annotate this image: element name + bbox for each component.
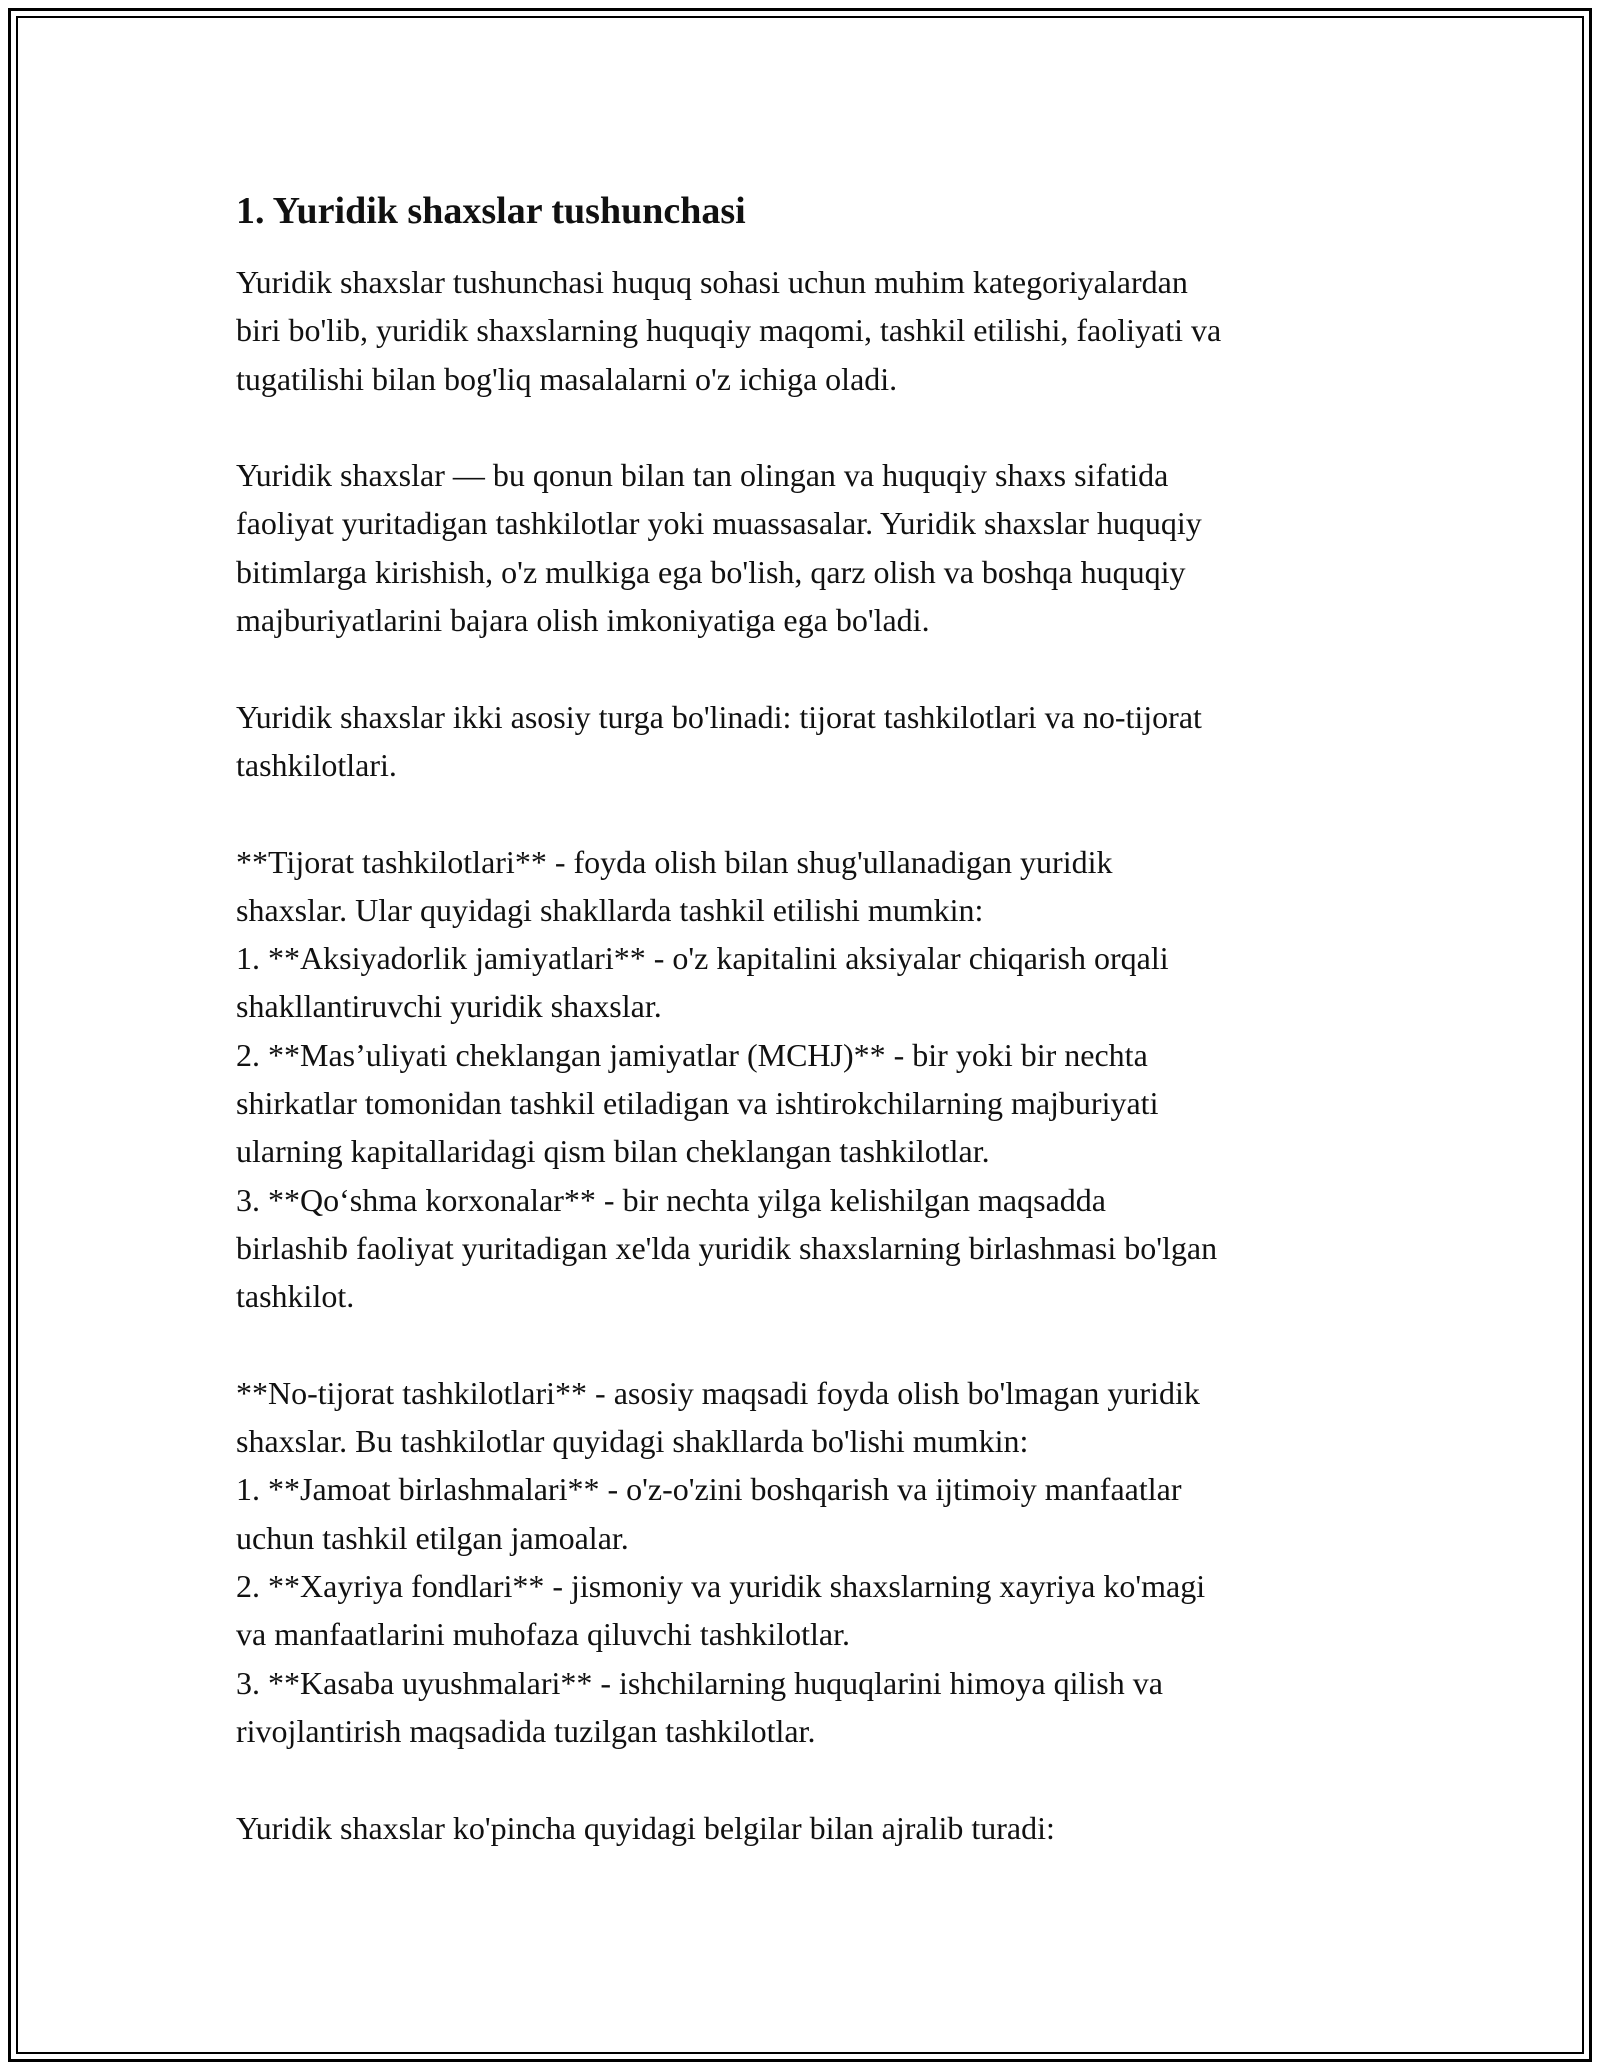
text-line: Yuridik shaxslar ikki asosiy turga bo'linadi: tijorat tashkilotlari va no-tijorat xyxy=(236,698,1202,735)
text-line: bitimlarga kirishish, o'z mulkiga ega bo'lish, qarz olish va boshqa huquqiy xyxy=(236,553,1186,590)
text-line: shirkatlar tomonidan tashkil etiladigan va ishtirokchilarning majburiyati xyxy=(236,1085,1159,1122)
paragraph-definition xyxy=(236,451,1376,644)
paragraph-characteristics xyxy=(236,1804,1376,1852)
list-item: 1. **Jamoat birlashmalari** - o'z-o'zini boshqarish va ijtimoiy manfaatlar xyxy=(236,1471,1182,1508)
text-line: tashkilotlari. xyxy=(236,746,397,783)
text-line: ularning kapitallaridagi qism bilan cheklangan tashkilotlar. xyxy=(236,1133,990,1170)
text-line: faoliyat yuritadigan tashkilotlar yoki muassasalar. Yuridik shaxslar huquqiy xyxy=(236,505,1202,542)
text-line: tugatilishi bilan bog'liq masalalarni o'z ichiga oladi. xyxy=(236,360,898,397)
text-line: birlashib faoliyat yuritadigan xe'lda yuridik shaxslarning birlashmasi bo'lgan xyxy=(236,1229,1218,1266)
text-line: Yuridik shaxslar ko'pincha quyidagi belgilar bilan ajralib turadi: xyxy=(236,1809,1055,1846)
text-line: **Tijorat tashkilotlari** - foyda olish bilan shug'ullanadigan yuridik xyxy=(236,843,1113,880)
paragraph-non-commercial-organizations xyxy=(236,1369,1376,1755)
text-line: Yuridik shaxslar — bu qonun bilan tan olingan va huquqiy shaxs sifatida xyxy=(236,457,1169,494)
list-item: 2. **Mas’uliyati cheklangan jamiyatlar (MCHJ)** - bir yoki bir nechta xyxy=(236,1036,1148,1073)
text-line: uchun tashkil etilgan jamoalar. xyxy=(236,1519,629,1556)
text-line: majburiyatlarini bajara olish imkoniyatiga ega bo'ladi. xyxy=(236,602,930,639)
text-line: Yuridik shaxslar tushunchasi huquq sohasi uchun muhim kategoriyalardan xyxy=(236,264,1188,300)
text-line: shaxslar. Bu tashkilotlar quyidagi shakllarda bo'lishi mumkin: xyxy=(236,1423,1029,1460)
list-item: 3. **Kasaba uyushmalari** - ishchilarning huquqlarini himoya qilish va xyxy=(236,1664,1163,1701)
list-item: 1. **Aksiyadorlik jamiyatlari** - o'z kapitalini aksiyalar chiqarish orqali xyxy=(236,940,1169,977)
paragraph-commercial-organizations xyxy=(236,838,1376,1321)
paragraph-definition-intro xyxy=(236,258,1376,403)
text-line: rivojlantirish maqsadida tuzilgan tashkilotlar. xyxy=(236,1712,816,1749)
document-body xyxy=(236,186,1376,1852)
text-line: tashkilot. xyxy=(236,1278,355,1315)
text-line: biri bo'lib, yuridik shaxslarning huquqiy maqomi, tashkil etilishi, faoliyati va xyxy=(236,312,1222,349)
paragraph-types xyxy=(236,693,1376,790)
text-line: shaxslar. Ular quyidagi shakllarda tashkil etilishi mumkin: xyxy=(236,891,984,928)
text-line: **No-tijorat tashkilotlari** - asosiy maqsadi foyda olish bo'lmagan yuridik xyxy=(236,1374,1200,1411)
text-line: va manfaatlarini muhofaza qiluvchi tashkilotlar. xyxy=(236,1616,851,1653)
text-line: shakllantiruvchi yuridik shaxslar. xyxy=(236,988,662,1025)
list-item: 3. **Qo‘shma korxonalar** - bir nechta yilga kelishilgan maqsadda xyxy=(236,1181,1106,1218)
list-item: 2. **Xayriya fondlari** - jismoniy va yuridik shaxslarning xayriya ko'magi xyxy=(236,1568,1206,1605)
section-heading: 1. Yuridik shaxslar tushunchasi xyxy=(236,190,746,232)
